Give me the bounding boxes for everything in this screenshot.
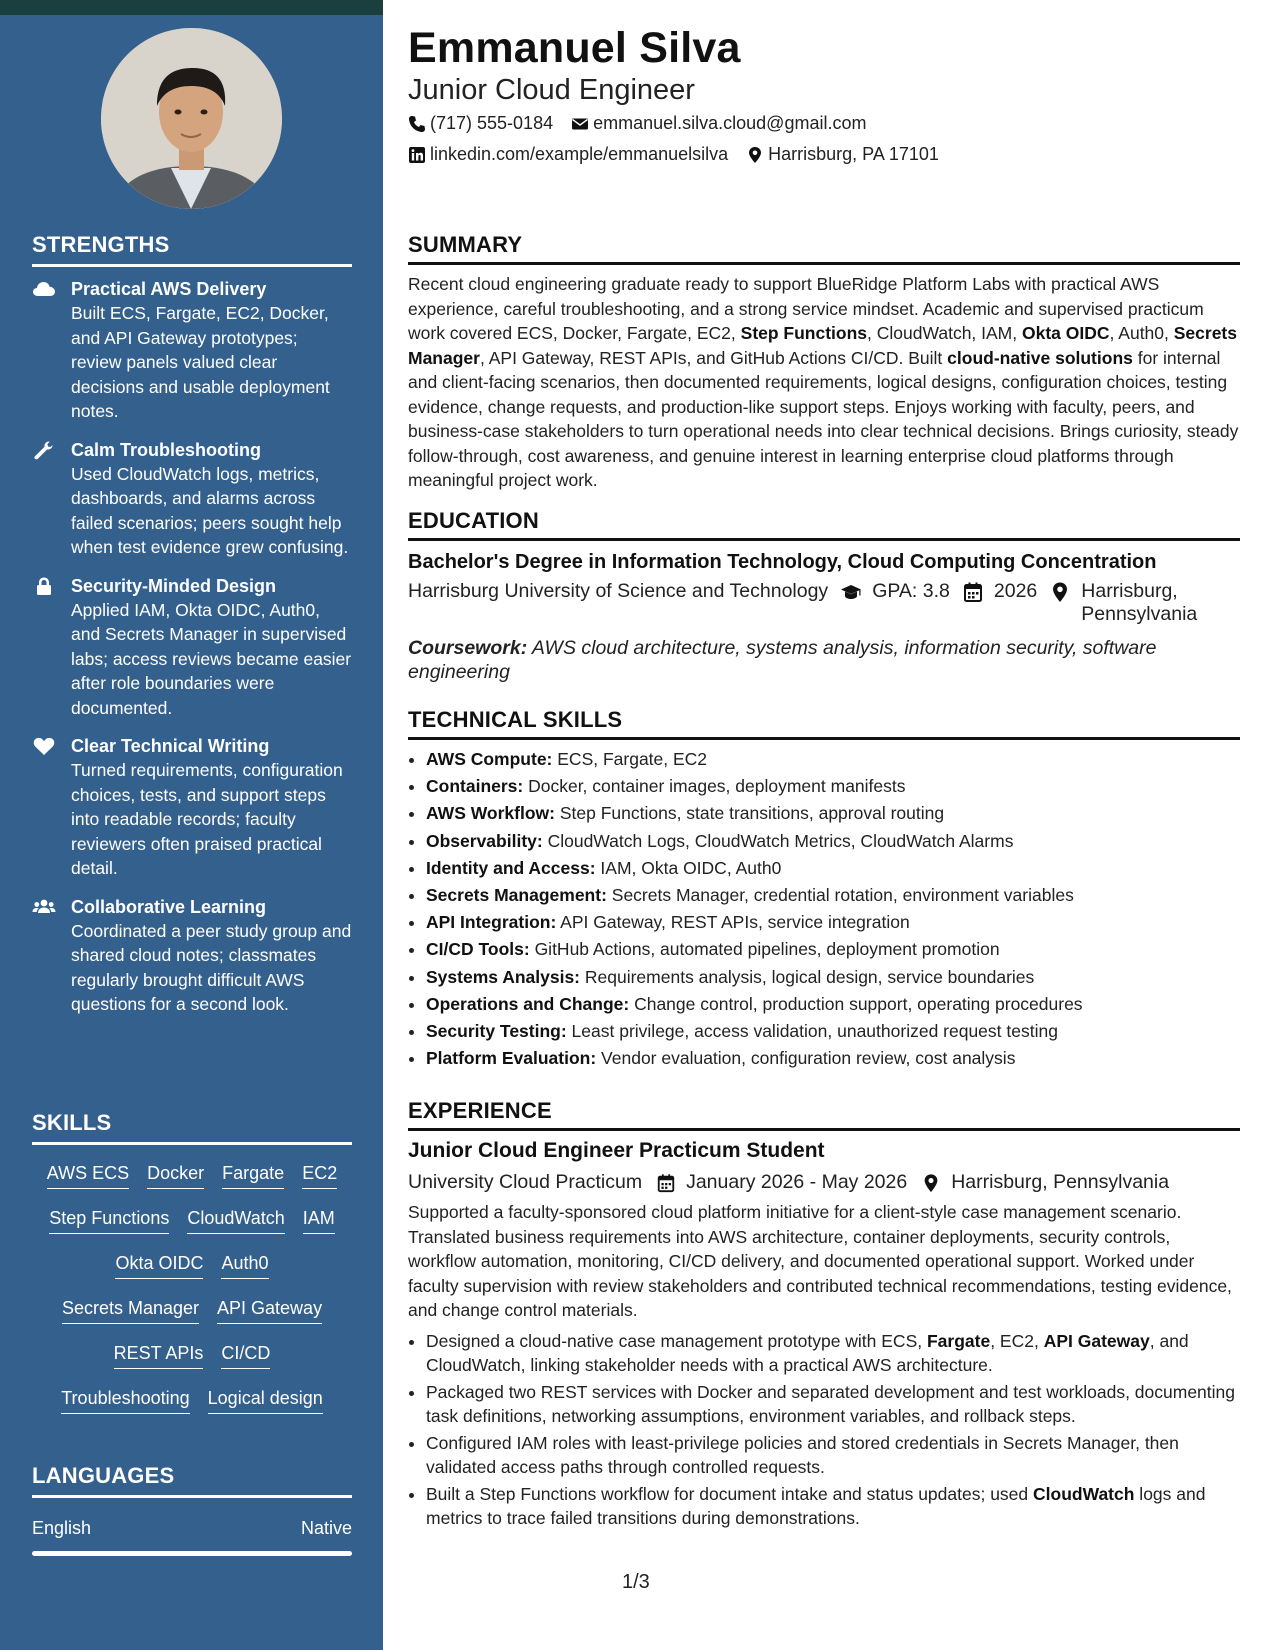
technical-skill-item [426,1045,1240,1072]
language-name: English [32,1518,92,1538]
skill-tag: Step Functions [49,1207,169,1234]
bullet-segment-bold: Fargate [926,1330,991,1351]
sidebar [0,0,383,1650]
languages-heading: LANGUAGES [32,1463,352,1498]
strength-item [32,438,352,560]
skill-tag: Docker [147,1162,204,1189]
strength-item [32,734,352,881]
summary-segment-bold: cloud-native solutions [947,347,1133,368]
strength-title: Collaborative Learning [71,896,267,917]
education-location [1081,580,1197,626]
role-location: Harrisburg, Pennsylvania [951,1171,1170,1193]
summary-segment-bold: Okta OIDC [1022,323,1110,343]
role-meta [408,1171,1240,1194]
phone-number: (717) 555-0184 [430,113,554,133]
email-item [571,113,866,134]
bullet-segment-bold: CloudWatch [1033,1483,1135,1504]
bullet-segment: Built a Step Functions workflow for document intake and status updates; used [426,1483,1034,1504]
summary-section [408,232,1240,493]
technical-skill-label: AWS Compute: [426,749,553,769]
strength-item [32,574,352,721]
experience-heading: EXPERIENCE [408,1098,1240,1131]
technical-skill-value: ECS, Fargate, EC2 [552,749,708,769]
skill-tag: API Gateway [217,1297,322,1324]
gpa-item [840,580,950,603]
contact-line-1 [408,113,884,134]
location-text: Harrisburg, PA 17101 [768,144,939,164]
technical-skill-label: Systems Analysis: [426,966,581,987]
candidate-name: Emmanuel Silva [408,24,741,72]
job-title: Junior Cloud Engineer [408,74,695,106]
technical-skill-value: Vendor evaluation, configuration review, cost analysis [596,1048,1016,1069]
skill-tag: Fargate [222,1162,284,1189]
skill-tag: AWS ECS [47,1162,129,1189]
skill-tag: Okta OIDC [115,1252,203,1279]
technical-skill-label: API Integration: [426,912,557,933]
strength-title: Calm Troubleshooting [71,439,262,460]
coursework [408,636,1240,684]
summary-segment: , Auth0, [1109,323,1174,343]
page-number: 1/3 [622,1571,650,1593]
lock-icon [32,576,56,596]
strength-item [32,277,352,424]
technical-skill-label: AWS Workflow: [426,803,555,824]
summary-segment: Recent cloud engineering graduate ready to support BlueRidge Platform Labs with practical AWS experience, careful troubleshooting, and a strong service mindset. Academic and supervised practicum work covered ECS, Docker, Fargate, EC2, [408,274,1204,343]
technical-skill-item [426,909,1240,936]
technical-skill-label: Operations and Change: [426,993,630,1014]
technical-skill-value: Change control, production support, operating procedures [629,993,1083,1014]
summary-heading: SUMMARY [408,232,1240,265]
experience-section [408,1098,1240,1531]
technical-skill-label: Containers: [426,776,524,797]
skills-section [32,1110,352,1423]
school-name: Harrisburg University of Science and Technology [408,580,829,602]
sidebar-top-bar [0,0,383,15]
bullet-segment: Packaged two REST services with Docker and separated development and test workloads, documenting task definitions, networking assumptions, environment variables, and rollback steps. [426,1381,1235,1426]
skills-heading: SKILLS [32,1110,352,1145]
bullet-segment: , EC2, [990,1330,1044,1351]
technical-skill-item [426,1018,1240,1045]
technical-skill-item [426,936,1240,963]
cloud-icon [32,279,56,299]
technical-skill-item [426,964,1240,991]
education-meta [408,580,1240,626]
wrench-icon [32,440,56,460]
experience-bullet [426,1482,1240,1531]
role-description: Supported a faculty-sponsored cloud platform initiative for a client-style case management scenario. Translated business requirements into AWS architecture, container deployments, security controls, workflow automation, monitoring, CI/CD delivery, and documented operational support. Worked under faculty supervision with review stakeholders and contributed technical recommendations, testing evidence, and change control materials. [408,1202,1232,1320]
summary-text [408,272,1240,493]
school-item [408,580,828,603]
strength-title: Practical AWS Delivery [71,279,267,299]
calendar-icon [656,1173,676,1193]
organization-name: University Cloud Practicum [408,1171,643,1193]
technical-skill-label: Observability: [426,830,543,851]
strength-description: Built ECS, Fargate, EC2, Docker, and API Gateway prototypes; review panels valued clear decisions and usable deployment notes. [71,303,330,421]
technical-skill-label: Platform Evaluation: [426,1048,597,1069]
technical-skill-value: Least privilege, access validation, unauthorized request testing [566,1021,1058,1042]
technical-skill-item [426,991,1240,1018]
skill-tag: IAM [303,1207,335,1234]
technical-skill-item [426,773,1240,800]
coursework-label: Coursework: [408,637,528,659]
summary-segment: for internal and client-facing scenarios, then documented requirements, logical designs, configuration choices, testing evidence, change requests, and production-like support steps. Enjoys working with faculty, peers, and business-case stakeholders to turn operational needs into clear technical decisions. Brings curiosity, steady follow-through, cost awareness, and genuine interest in learning enterprise cloud platforms through meaningful project work. [408,347,1239,490]
profile-photo [101,28,282,209]
language-item [32,1518,352,1539]
technical-skill-value: IAM, Okta OIDC, Auth0 [595,857,782,878]
technical-skill-item [426,828,1240,855]
technical-skill-value: Docker, container images, deployment manifests [523,776,906,797]
languages-section [32,1463,352,1556]
technical-skills-list [408,746,1240,1072]
skill-tag: Troubleshooting [61,1387,189,1414]
education-location-item [1049,580,1197,626]
skills-tags [32,1153,352,1423]
experience-bullet [426,1380,1240,1429]
graduation-cap-icon [840,581,862,603]
experience-bullets [408,1329,1240,1531]
phone-icon [408,115,426,133]
year-item [962,580,1037,603]
role-dates: January 2026 - May 2026 [686,1171,908,1193]
skill-tag: CloudWatch [187,1207,284,1234]
skill-tag: EC2 [302,1162,337,1189]
strength-description: Turned requirements, configuration choices, tests, and support steps into readable records; faculty reviewers often praised practical detail. [71,760,343,878]
summary-segment-bold: Secrets Manager [408,323,1237,368]
graduation-year: 2026 [993,580,1038,602]
technical-skill-item [426,746,1240,773]
bullet-segment: Designed a cloud-native case management prototype with ECS, [426,1330,927,1351]
skill-tag: Logical design [208,1387,323,1414]
strength-description: Used CloudWatch logs, metrics, dashboards, and alarms across failed scenarios; peers sought help when test evidence grew confusing. [71,463,349,557]
skill-row [32,1153,352,1198]
bullet-segment: logs and metrics to trace failed transitions during demonstrations. [426,1483,1206,1528]
education-section [408,508,1240,684]
skill-row [32,1243,352,1288]
bullet-segment: Configured IAM roles with least-privilege policies and stored credentials in Secrets Manager, then validated access paths through controlled requests. [426,1432,1179,1477]
summary-segment-bold: Step Functions [740,323,868,343]
skill-tag: Secrets Manager [62,1297,199,1324]
skill-tag: REST APIs [114,1342,204,1369]
map-pin-icon [921,1173,941,1193]
envelope-icon [571,115,589,133]
technical-skill-item [426,800,1240,827]
skill-tag: Auth0 [221,1252,268,1279]
linkedin-url[interactable]: linkedin.com/example/emmanuelsilva [430,144,729,164]
degree-title: Bachelor's Degree in Information Technology, Cloud Computing Concentration [408,551,1157,573]
map-pin-icon [1049,581,1071,603]
strength-description: Coordinated a peer study group and shared cloud notes; classmates regularly brought difficult AWS questions for a second look. [71,920,352,1014]
calendar-icon [962,581,984,603]
language-level: Native [300,1518,352,1538]
dates-item [656,1171,907,1194]
technical-skill-item [426,855,1240,882]
technical-skill-value: Requirements analysis, logical design, service boundaries [580,966,1035,987]
technical-skill-label: Identity and Access: [426,857,596,878]
phone-item [408,113,553,134]
skill-row [32,1198,352,1243]
coursework-text: AWS cloud architecture, systems analysis, information security, software engineering [408,637,1157,683]
linkedin-icon [408,146,426,164]
experience-bullet [426,1329,1240,1378]
strength-description: Applied IAM, Okta OIDC, Auth0, and Secrets Manager in supervised labs; access reviews became easier after role boundaries were documented. [71,599,352,718]
technical-skill-value: API Gateway, REST APIs, service integration [556,912,910,933]
technical-skill-value: GitHub Actions, automated pipelines, deployment promotion [529,939,1000,960]
language-proficiency-bar [32,1551,352,1556]
location-line: Pennsylvania [1081,603,1198,625]
strength-title: Security-Minded Design [71,575,277,596]
users-icon [32,897,56,917]
experience-bullet [426,1431,1240,1480]
location-line: Harrisburg, [1081,580,1178,602]
org-item [408,1171,642,1194]
summary-segment: , API Gateway, REST APIs, and GitHub Actions CI/CD. Built [479,347,948,368]
technical-skill-value: Step Functions, state transitions, approval routing [554,803,945,824]
bullet-segment-bold: API Gateway [1043,1330,1150,1351]
heart-icon [32,736,56,756]
skill-tag: CI/CD [221,1342,270,1369]
map-pin-icon [746,146,764,164]
strengths-heading: STRENGTHS [32,232,352,267]
strength-item [32,895,352,1017]
bullet-segment: , and CloudWatch, linking stakeholder needs with a practical AWS architecture. [426,1330,1189,1375]
skill-row [32,1378,352,1423]
skill-row [32,1288,352,1333]
technical-skill-value: Secrets Manager, credential rotation, environment variables [606,885,1074,906]
role-location-item [921,1171,1169,1194]
technical-skill-item [426,882,1240,909]
gpa-value: GPA: 3.8 [872,580,950,602]
technical-skill-label: Security Testing: [426,1021,567,1042]
technical-skill-value: CloudWatch Logs, CloudWatch Metrics, CloudWatch Alarms [542,830,1014,851]
location-item [746,144,939,165]
summary-segment: , CloudWatch, IAM, [867,323,1022,343]
email-address[interactable]: emmanuel.silva.cloud@gmail.com [593,113,867,133]
technical-skill-label: Secrets Management: [426,885,607,906]
technical-skills-section [408,707,1240,1072]
linkedin-item [408,144,728,165]
technical-skills-heading: TECHNICAL SKILLS [408,707,1240,740]
role-title: Junior Cloud Engineer Practicum Student [408,1139,825,1162]
strengths-section [32,232,352,1017]
education-heading: EDUCATION [408,508,1240,541]
profile-photo-image [101,28,282,209]
technical-skill-label: CI/CD Tools: [426,939,530,960]
contact-line-2 [408,144,957,165]
strength-title: Clear Technical Writing [71,736,270,756]
skill-row [32,1333,352,1378]
